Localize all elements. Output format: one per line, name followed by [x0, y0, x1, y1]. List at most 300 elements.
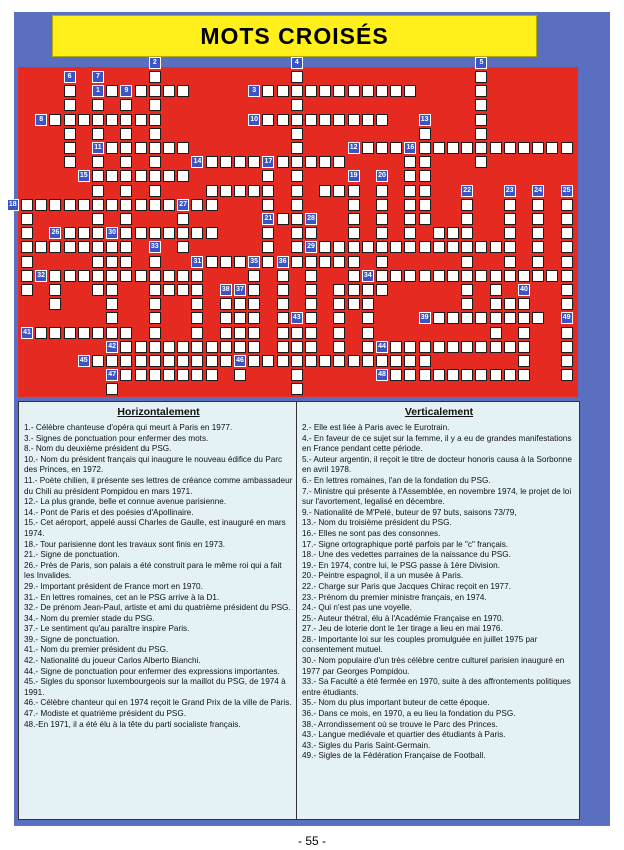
grid-cell[interactable] — [64, 114, 76, 126]
grid-cell[interactable] — [177, 369, 189, 381]
grid-cell[interactable] — [277, 85, 289, 97]
grid-cell[interactable] — [376, 114, 388, 126]
grid-cell[interactable] — [475, 142, 487, 154]
grid-cell[interactable] — [419, 128, 431, 140]
grid-cell[interactable] — [504, 341, 516, 353]
grid-cell[interactable] — [277, 213, 289, 225]
grid-cell[interactable] — [561, 142, 573, 154]
grid-cell[interactable] — [362, 312, 374, 324]
grid-cell[interactable] — [447, 227, 459, 239]
grid-cell[interactable] — [319, 85, 331, 97]
grid-cell[interactable] — [362, 341, 374, 353]
grid-cell[interactable] — [248, 298, 260, 310]
grid-cell[interactable] — [475, 270, 487, 282]
grid-cell[interactable] — [92, 170, 104, 182]
grid-cell[interactable] — [333, 355, 345, 367]
grid-cell[interactable] — [348, 213, 360, 225]
grid-cell[interactable] — [78, 227, 90, 239]
grid-cell[interactable] — [92, 114, 104, 126]
grid-cell[interactable] — [291, 341, 303, 353]
grid-cell[interactable] — [92, 128, 104, 140]
grid-cell[interactable] — [163, 199, 175, 211]
grid-cell[interactable] — [64, 270, 76, 282]
grid-cell[interactable] — [277, 327, 289, 339]
grid-cell[interactable] — [404, 185, 416, 197]
grid-cell[interactable] — [305, 156, 317, 168]
grid-cell[interactable] — [532, 199, 544, 211]
grid-cell[interactable] — [120, 185, 132, 197]
grid-cell[interactable] — [21, 241, 33, 253]
grid-cell[interactable] — [206, 355, 218, 367]
grid-cell[interactable] — [78, 327, 90, 339]
grid-cell[interactable] — [319, 114, 331, 126]
grid-cell[interactable] — [135, 270, 147, 282]
grid-cell[interactable] — [319, 256, 331, 268]
grid-cell[interactable] — [433, 270, 445, 282]
grid-cell[interactable] — [78, 199, 90, 211]
grid-cell[interactable] — [92, 199, 104, 211]
grid-cell[interactable] — [149, 185, 161, 197]
grid-cell[interactable] — [333, 114, 345, 126]
grid-cell[interactable] — [291, 114, 303, 126]
grid-cell[interactable] — [92, 241, 104, 253]
grid-cell[interactable] — [49, 241, 61, 253]
grid-cell[interactable] — [504, 298, 516, 310]
grid-cell[interactable] — [64, 199, 76, 211]
grid-cell[interactable] — [532, 241, 544, 253]
grid-cell[interactable] — [262, 170, 274, 182]
grid-cell[interactable] — [135, 170, 147, 182]
grid-cell[interactable] — [504, 256, 516, 268]
grid-cell[interactable] — [490, 298, 502, 310]
grid-cell[interactable] — [561, 355, 573, 367]
grid-cell[interactable] — [419, 156, 431, 168]
grid-cell[interactable] — [248, 312, 260, 324]
grid-cell[interactable] — [305, 341, 317, 353]
grid-cell[interactable] — [490, 142, 502, 154]
grid-cell[interactable] — [106, 199, 118, 211]
grid-cell[interactable] — [504, 142, 516, 154]
grid-cell[interactable] — [163, 341, 175, 353]
grid-cell[interactable] — [291, 213, 303, 225]
grid-cell[interactable] — [404, 170, 416, 182]
grid-cell[interactable] — [376, 199, 388, 211]
grid-cell[interactable] — [348, 199, 360, 211]
grid-cell[interactable] — [447, 270, 459, 282]
grid-cell[interactable] — [21, 284, 33, 296]
grid-cell[interactable] — [376, 284, 388, 296]
grid-cell[interactable] — [248, 327, 260, 339]
grid-cell[interactable] — [475, 241, 487, 253]
grid-cell[interactable] — [135, 199, 147, 211]
grid-cell[interactable] — [447, 142, 459, 154]
grid-cell[interactable] — [433, 312, 445, 324]
grid-cell[interactable] — [561, 241, 573, 253]
grid-cell[interactable] — [277, 341, 289, 353]
grid-cell[interactable] — [78, 270, 90, 282]
grid-cell[interactable] — [149, 327, 161, 339]
grid-cell[interactable] — [35, 199, 47, 211]
grid-cell[interactable] — [64, 99, 76, 111]
grid-cell[interactable] — [49, 298, 61, 310]
grid-cell[interactable] — [376, 85, 388, 97]
grid-cell[interactable] — [419, 241, 431, 253]
grid-cell[interactable] — [149, 199, 161, 211]
grid-cell[interactable] — [120, 270, 132, 282]
grid-cell[interactable] — [461, 298, 473, 310]
grid-cell[interactable] — [404, 156, 416, 168]
grid-cell[interactable] — [376, 185, 388, 197]
grid-cell[interactable] — [135, 227, 147, 239]
grid-cell[interactable] — [504, 270, 516, 282]
grid-cell[interactable] — [518, 355, 530, 367]
grid-cell[interactable] — [348, 298, 360, 310]
grid-cell[interactable] — [532, 312, 544, 324]
grid-cell[interactable] — [191, 327, 203, 339]
grid-cell[interactable] — [561, 327, 573, 339]
grid-cell[interactable] — [120, 114, 132, 126]
grid-cell[interactable] — [21, 227, 33, 239]
grid-cell[interactable] — [106, 114, 118, 126]
grid-cell[interactable] — [561, 341, 573, 353]
grid-cell[interactable] — [291, 383, 303, 395]
grid-cell[interactable] — [149, 298, 161, 310]
grid-cell[interactable] — [333, 312, 345, 324]
grid-cell[interactable] — [120, 256, 132, 268]
grid-cell[interactable] — [49, 114, 61, 126]
grid-cell[interactable] — [21, 199, 33, 211]
grid-cell[interactable] — [49, 284, 61, 296]
grid-cell[interactable] — [561, 256, 573, 268]
grid-cell[interactable] — [163, 355, 175, 367]
grid-cell[interactable] — [504, 241, 516, 253]
grid-cell[interactable] — [92, 284, 104, 296]
grid-cell[interactable] — [390, 341, 402, 353]
grid-cell[interactable] — [333, 241, 345, 253]
grid-cell[interactable] — [191, 199, 203, 211]
grid-cell[interactable] — [362, 114, 374, 126]
grid-cell[interactable] — [305, 256, 317, 268]
grid-cell[interactable] — [120, 213, 132, 225]
grid-cell[interactable] — [390, 270, 402, 282]
grid-cell[interactable] — [447, 341, 459, 353]
grid-cell[interactable] — [177, 284, 189, 296]
grid-cell[interactable] — [390, 355, 402, 367]
grid-cell[interactable] — [362, 142, 374, 154]
grid-cell[interactable] — [206, 185, 218, 197]
grid-cell[interactable] — [291, 71, 303, 83]
grid-cell[interactable] — [518, 369, 530, 381]
grid-cell[interactable] — [390, 142, 402, 154]
grid-cell[interactable] — [234, 298, 246, 310]
grid-cell[interactable] — [433, 369, 445, 381]
grid-cell[interactable] — [191, 284, 203, 296]
grid-cell[interactable] — [546, 270, 558, 282]
grid-cell[interactable] — [277, 284, 289, 296]
grid-cell[interactable] — [475, 71, 487, 83]
grid-cell[interactable] — [220, 355, 232, 367]
grid-cell[interactable] — [92, 355, 104, 367]
grid-cell[interactable] — [248, 341, 260, 353]
grid-cell[interactable] — [220, 298, 232, 310]
grid-cell[interactable] — [433, 227, 445, 239]
grid-cell[interactable] — [305, 355, 317, 367]
grid-cell[interactable] — [64, 85, 76, 97]
grid-cell[interactable] — [461, 241, 473, 253]
grid-cell[interactable] — [376, 355, 388, 367]
grid-cell[interactable] — [419, 185, 431, 197]
grid-cell[interactable] — [149, 227, 161, 239]
grid-cell[interactable] — [390, 369, 402, 381]
grid-cell[interactable] — [64, 156, 76, 168]
grid-cell[interactable] — [561, 298, 573, 310]
grid-cell[interactable] — [135, 369, 147, 381]
grid-cell[interactable] — [120, 227, 132, 239]
grid-cell[interactable] — [532, 227, 544, 239]
grid-cell[interactable] — [419, 213, 431, 225]
grid-cell[interactable] — [475, 114, 487, 126]
grid-cell[interactable] — [518, 298, 530, 310]
grid-cell[interactable] — [291, 85, 303, 97]
grid-cell[interactable] — [220, 327, 232, 339]
grid-cell[interactable] — [49, 199, 61, 211]
grid-cell[interactable] — [504, 199, 516, 211]
grid-cell[interactable] — [333, 341, 345, 353]
grid-cell[interactable] — [120, 156, 132, 168]
grid-cell[interactable] — [532, 213, 544, 225]
grid-cell[interactable] — [348, 355, 360, 367]
grid-cell[interactable] — [163, 284, 175, 296]
grid-cell[interactable] — [475, 369, 487, 381]
grid-cell[interactable] — [106, 284, 118, 296]
grid-cell[interactable] — [277, 312, 289, 324]
grid-cell[interactable] — [191, 341, 203, 353]
grid-cell[interactable] — [404, 341, 416, 353]
grid-cell[interactable] — [191, 312, 203, 324]
grid-cell[interactable] — [163, 170, 175, 182]
grid-cell[interactable] — [149, 284, 161, 296]
grid-cell[interactable] — [291, 355, 303, 367]
grid-cell[interactable] — [177, 355, 189, 367]
grid-cell[interactable] — [78, 114, 90, 126]
grid-cell[interactable] — [404, 213, 416, 225]
grid-cell[interactable] — [163, 270, 175, 282]
grid-cell[interactable] — [135, 85, 147, 97]
grid-cell[interactable] — [376, 241, 388, 253]
grid-cell[interactable] — [206, 369, 218, 381]
grid-cell[interactable] — [561, 270, 573, 282]
grid-cell[interactable] — [92, 256, 104, 268]
grid-cell[interactable] — [419, 270, 431, 282]
grid-cell[interactable] — [64, 241, 76, 253]
grid-cell[interactable] — [362, 327, 374, 339]
grid-cell[interactable] — [149, 355, 161, 367]
grid-cell[interactable] — [234, 312, 246, 324]
grid-cell[interactable] — [333, 284, 345, 296]
grid-cell[interactable] — [490, 327, 502, 339]
grid-cell[interactable] — [404, 241, 416, 253]
grid-cell[interactable] — [461, 312, 473, 324]
grid-cell[interactable] — [305, 284, 317, 296]
grid-cell[interactable] — [149, 114, 161, 126]
grid-cell[interactable] — [277, 156, 289, 168]
grid-cell[interactable] — [461, 213, 473, 225]
grid-cell[interactable] — [234, 341, 246, 353]
grid-cell[interactable] — [348, 256, 360, 268]
grid-cell[interactable] — [135, 142, 147, 154]
grid-cell[interactable] — [149, 142, 161, 154]
grid-cell[interactable] — [490, 241, 502, 253]
grid-cell[interactable] — [120, 170, 132, 182]
grid-cell[interactable] — [362, 284, 374, 296]
grid-cell[interactable] — [348, 85, 360, 97]
grid-cell[interactable] — [362, 298, 374, 310]
grid-cell[interactable] — [419, 170, 431, 182]
grid-cell[interactable] — [404, 355, 416, 367]
grid-cell[interactable] — [561, 284, 573, 296]
grid-cell[interactable] — [206, 256, 218, 268]
grid-cell[interactable] — [305, 312, 317, 324]
grid-cell[interactable] — [504, 227, 516, 239]
grid-cell[interactable] — [120, 99, 132, 111]
grid-cell[interactable] — [149, 71, 161, 83]
grid-cell[interactable] — [262, 114, 274, 126]
grid-cell[interactable] — [333, 327, 345, 339]
grid-cell[interactable] — [177, 142, 189, 154]
grid-cell[interactable] — [348, 227, 360, 239]
grid-cell[interactable] — [120, 142, 132, 154]
grid-cell[interactable] — [404, 270, 416, 282]
grid-cell[interactable] — [78, 241, 90, 253]
grid-cell[interactable] — [319, 156, 331, 168]
grid-cell[interactable] — [177, 270, 189, 282]
grid-cell[interactable] — [305, 85, 317, 97]
grid-cell[interactable] — [348, 114, 360, 126]
grid-cell[interactable] — [106, 298, 118, 310]
grid-cell[interactable] — [291, 99, 303, 111]
grid-cell[interactable] — [206, 156, 218, 168]
grid-cell[interactable] — [475, 341, 487, 353]
grid-cell[interactable] — [333, 298, 345, 310]
grid-cell[interactable] — [106, 256, 118, 268]
grid-cell[interactable] — [518, 142, 530, 154]
grid-cell[interactable] — [461, 369, 473, 381]
grid-cell[interactable] — [163, 85, 175, 97]
grid-cell[interactable] — [319, 185, 331, 197]
grid-cell[interactable] — [49, 327, 61, 339]
grid-cell[interactable] — [447, 369, 459, 381]
grid-cell[interactable] — [433, 142, 445, 154]
grid-cell[interactable] — [291, 227, 303, 239]
grid-cell[interactable] — [305, 114, 317, 126]
grid-cell[interactable] — [120, 341, 132, 353]
grid-cell[interactable] — [419, 355, 431, 367]
grid-cell[interactable] — [362, 355, 374, 367]
grid-cell[interactable] — [191, 298, 203, 310]
grid-cell[interactable] — [561, 199, 573, 211]
grid-cell[interactable] — [92, 99, 104, 111]
grid-cell[interactable] — [532, 270, 544, 282]
grid-cell[interactable] — [404, 85, 416, 97]
grid-cell[interactable] — [106, 355, 118, 367]
grid-cell[interactable] — [92, 213, 104, 225]
grid-cell[interactable] — [291, 185, 303, 197]
grid-cell[interactable] — [404, 227, 416, 239]
grid-cell[interactable] — [149, 99, 161, 111]
grid-cell[interactable] — [319, 241, 331, 253]
grid-cell[interactable] — [262, 241, 274, 253]
grid-cell[interactable] — [177, 170, 189, 182]
grid-cell[interactable] — [220, 341, 232, 353]
grid-cell[interactable] — [447, 312, 459, 324]
grid-cell[interactable] — [135, 114, 147, 126]
grid-cell[interactable] — [461, 284, 473, 296]
grid-cell[interactable] — [333, 85, 345, 97]
grid-cell[interactable] — [461, 142, 473, 154]
grid-cell[interactable] — [475, 156, 487, 168]
grid-cell[interactable] — [376, 227, 388, 239]
grid-cell[interactable] — [120, 355, 132, 367]
grid-cell[interactable] — [177, 227, 189, 239]
grid-cell[interactable] — [561, 213, 573, 225]
grid-cell[interactable] — [419, 369, 431, 381]
grid-cell[interactable] — [390, 241, 402, 253]
grid-cell[interactable] — [333, 156, 345, 168]
grid-cell[interactable] — [419, 199, 431, 211]
grid-cell[interactable] — [291, 128, 303, 140]
grid-cell[interactable] — [404, 199, 416, 211]
grid-cell[interactable] — [262, 227, 274, 239]
grid-cell[interactable] — [433, 341, 445, 353]
grid-cell[interactable] — [234, 369, 246, 381]
grid-cell[interactable] — [277, 270, 289, 282]
grid-cell[interactable] — [220, 185, 232, 197]
grid-cell[interactable] — [376, 213, 388, 225]
grid-cell[interactable] — [92, 156, 104, 168]
grid-cell[interactable] — [277, 298, 289, 310]
grid-cell[interactable] — [106, 312, 118, 324]
grid-cell[interactable] — [348, 284, 360, 296]
grid-cell[interactable] — [149, 256, 161, 268]
grid-cell[interactable] — [149, 312, 161, 324]
grid-cell[interactable] — [64, 128, 76, 140]
grid-cell[interactable] — [106, 85, 118, 97]
grid-cell[interactable] — [333, 185, 345, 197]
grid-cell[interactable] — [262, 185, 274, 197]
grid-cell[interactable] — [220, 312, 232, 324]
grid-cell[interactable] — [106, 270, 118, 282]
grid-cell[interactable] — [92, 227, 104, 239]
grid-cell[interactable] — [490, 284, 502, 296]
grid-cell[interactable] — [277, 355, 289, 367]
grid-cell[interactable] — [106, 170, 118, 182]
grid-cell[interactable] — [518, 327, 530, 339]
grid-cell[interactable] — [546, 142, 558, 154]
grid-cell[interactable] — [106, 241, 118, 253]
grid-cell[interactable] — [348, 270, 360, 282]
grid-cell[interactable] — [362, 241, 374, 253]
grid-cell[interactable] — [206, 341, 218, 353]
grid-cell[interactable] — [262, 256, 274, 268]
grid-cell[interactable] — [291, 199, 303, 211]
grid-cell[interactable] — [461, 270, 473, 282]
grid-cell[interactable] — [319, 355, 331, 367]
grid-cell[interactable] — [177, 85, 189, 97]
grid-cell[interactable] — [120, 369, 132, 381]
grid-cell[interactable] — [461, 199, 473, 211]
grid-cell[interactable] — [49, 270, 61, 282]
grid-cell[interactable] — [433, 241, 445, 253]
